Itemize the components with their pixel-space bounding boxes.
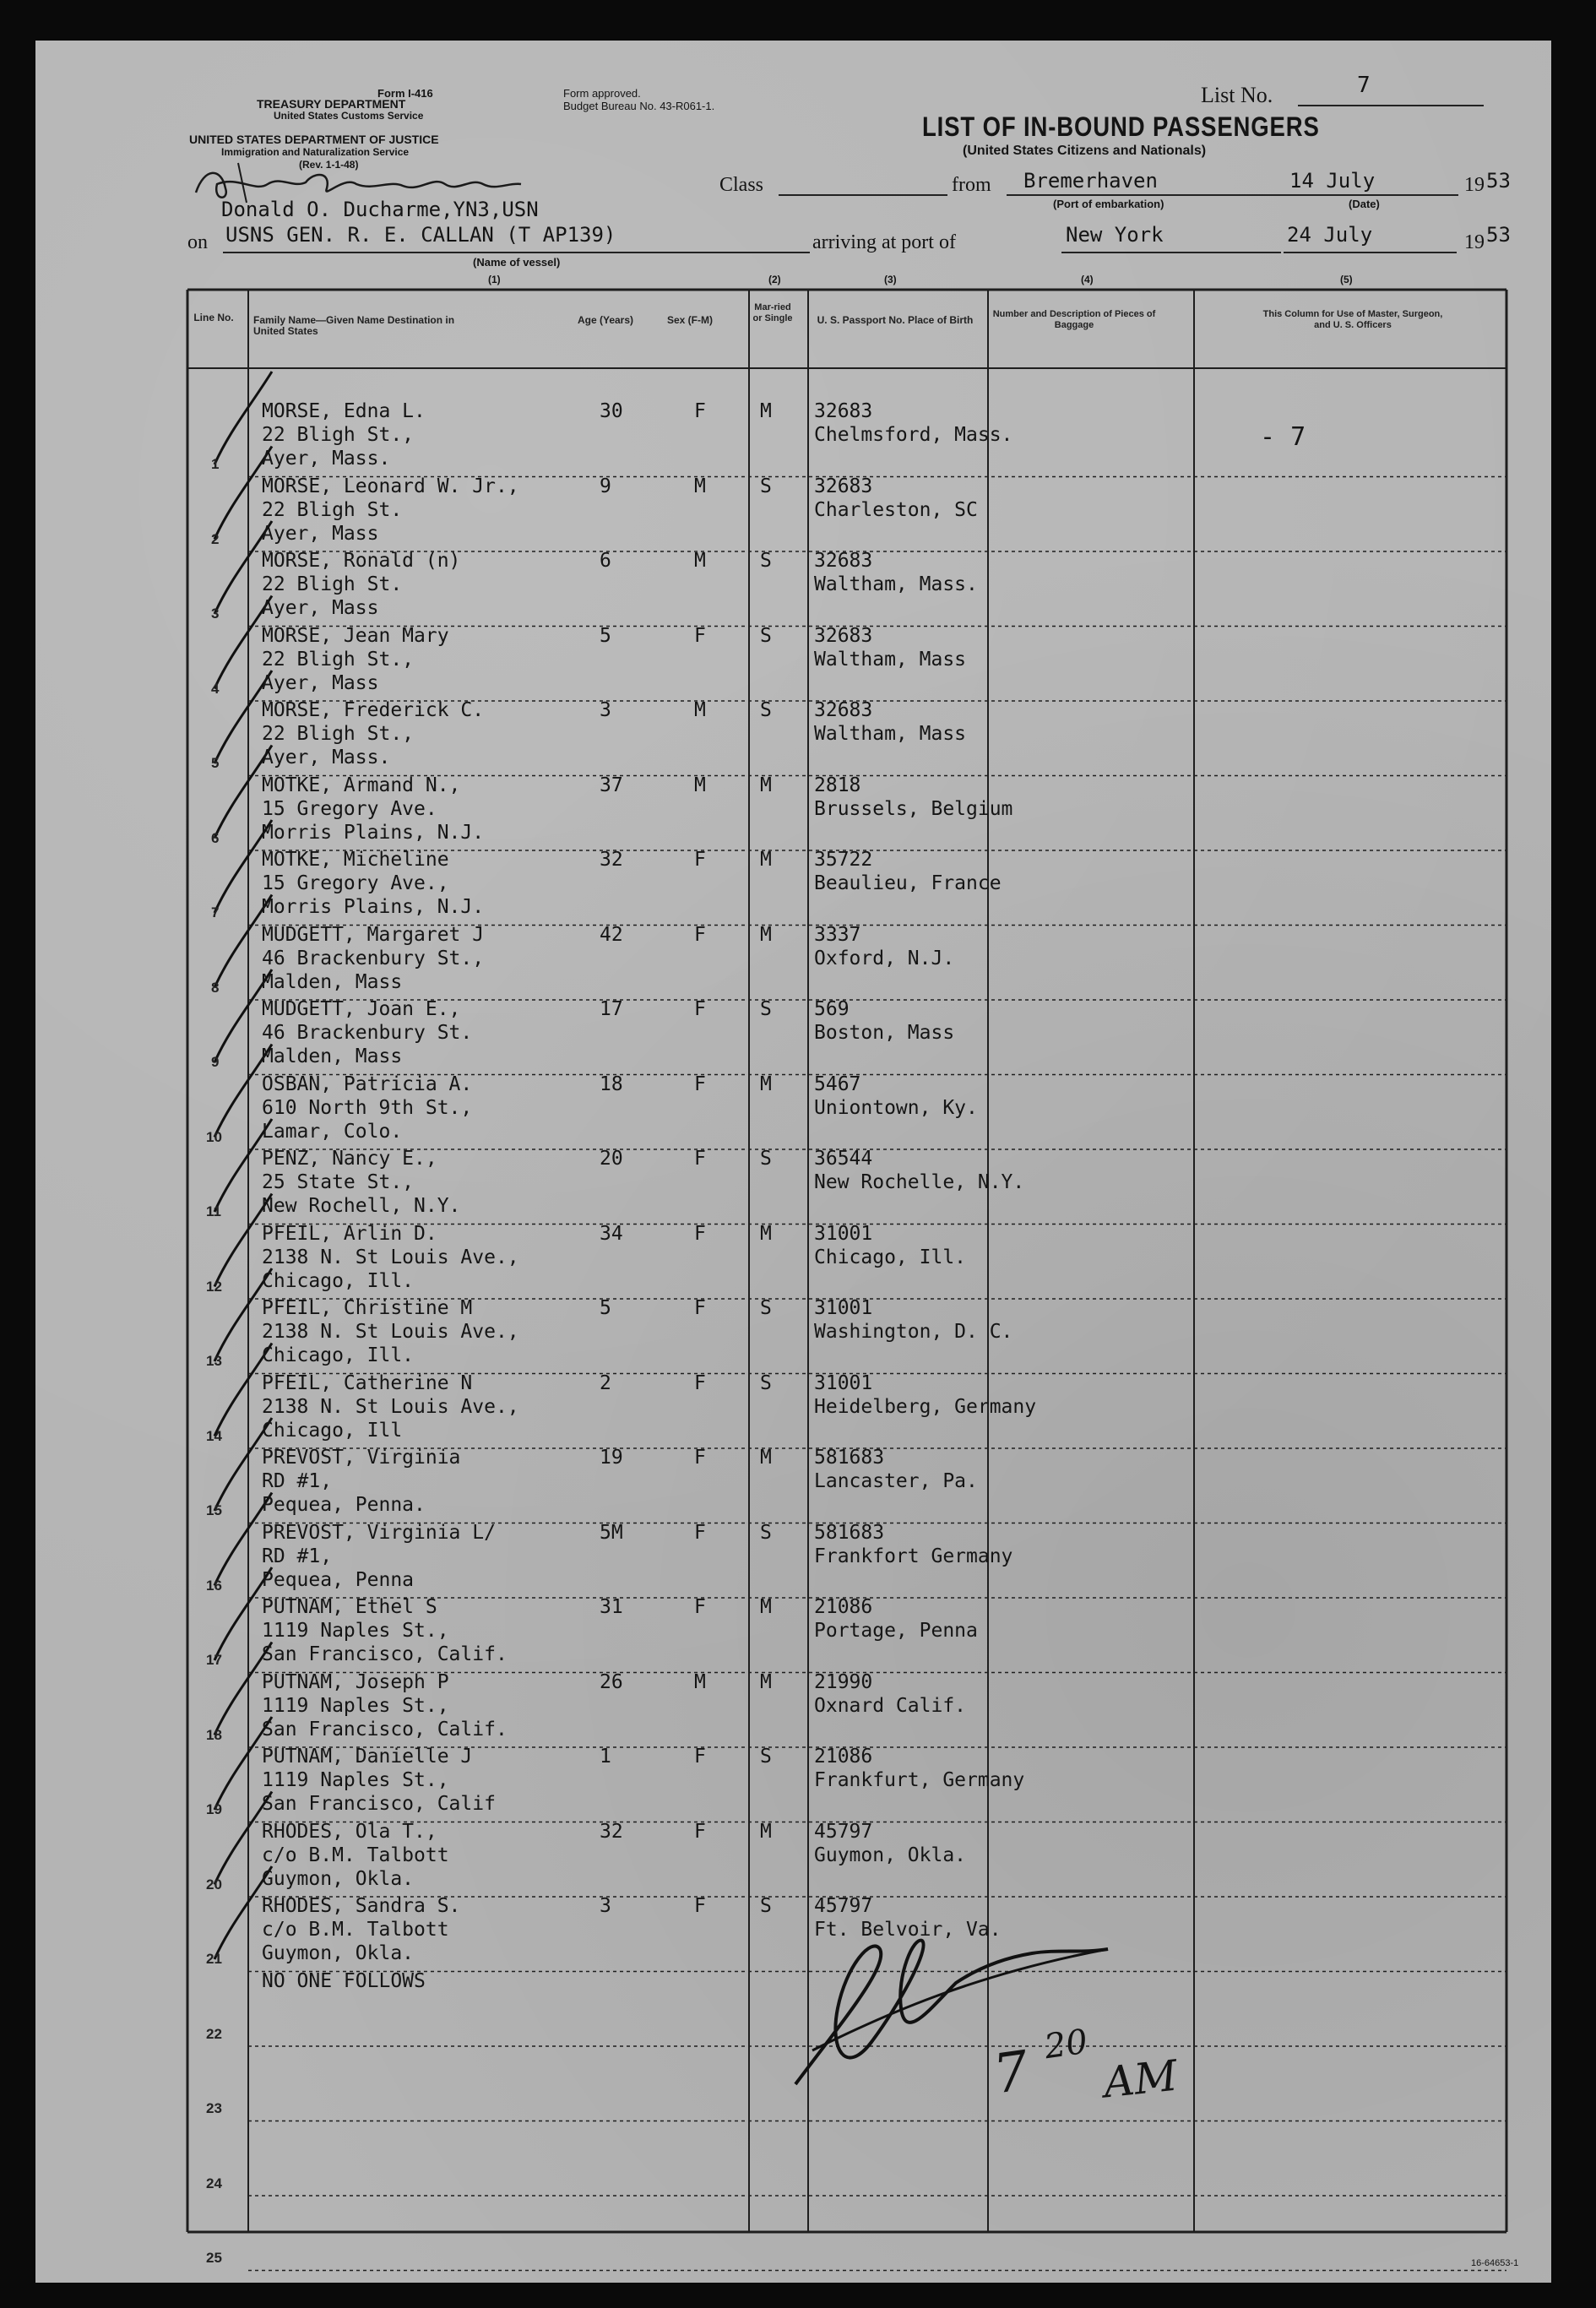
marital-status: S [760,475,772,497]
place-of-birth: Portage, Penna [814,1620,978,1642]
place-of-birth: Waltham, Mass. [814,573,978,595]
passport-number: 581683 [814,1521,885,1544]
arrival-port: New York [1066,223,1164,247]
marital-status: S [760,624,772,647]
address-line-1: 610 North 9th St., [262,1096,473,1119]
marital-status: M [760,1222,772,1245]
year-prefix-1: 19 [1464,174,1485,196]
manifest-page [35,41,1551,2283]
header-sex: Sex (F-M) [667,314,713,326]
line-number: 13 [206,1353,222,1369]
marital-status: M [760,849,772,871]
age: 2 [600,1371,611,1394]
address-line-1: 46 Brackenbury St. [262,1022,473,1044]
place-of-birth: Washington, D. C. [814,1321,1013,1343]
form-approved: Form approved. [563,87,641,100]
address-line-2: Morris Plains, N.J. [262,896,485,918]
place-of-birth: Waltham, Mass [814,648,967,671]
age: 32 [600,1820,623,1843]
address-line-2: Guymon, Okla. [262,1942,415,1964]
passenger-name: NO ONE FOLLOWS [262,1969,426,1992]
address-line-1: 25 State St., [262,1171,415,1193]
list-no-value: 7 [1357,73,1371,98]
address-line-1: 2138 N. St Louis Ave., [262,1246,519,1268]
address-line-2: Morris Plains, N.J. [262,821,485,844]
sex: F [694,1148,706,1170]
place-of-birth: Ft. Belvoir, Va. [814,1919,1002,1941]
marital-status: S [760,1297,772,1319]
age: 20 [600,1148,623,1170]
header-married: Mar-ried or Single [752,302,793,323]
address-line-1: 22 Bligh St. [262,573,403,595]
marital-status: S [760,699,772,721]
column-number: (1) [488,274,501,285]
revision: (Rev. 1-1-48) [299,159,359,171]
passport-number: 32683 [814,475,873,497]
place-of-birth: Lancaster, Pa. [814,1470,978,1492]
footer-code: 16-64653-1 [1471,2258,1519,2268]
age: 32 [600,849,623,871]
line-number: 10 [206,1128,222,1145]
age: 37 [600,774,623,796]
budget-bureau: Budget Bureau No. 43-R061-1. [563,100,715,112]
passport-number: 36544 [814,1148,873,1170]
passport-number: 21086 [814,1596,873,1618]
passenger-name: PFEIL, Catherine N [262,1371,473,1394]
passenger-name: MUDGETT, Joan E., [262,998,461,1020]
sex: F [694,923,706,946]
address-line-1: RD #1, [262,1545,333,1567]
age: 31 [600,1596,623,1618]
marital-status: S [760,1746,772,1768]
line-number: 2 [211,530,220,547]
departure-date: 14 July [1289,169,1376,193]
on-label: on [187,231,208,253]
marital-status: M [760,1596,772,1618]
address-line-1: 22 Bligh St., [262,723,415,745]
header-name: Family Name—Given Name Destination in United States [253,314,455,337]
passenger-name: MORSE, Leonard W. Jr., [262,475,519,497]
line-number: 6 [211,829,220,846]
place-of-birth: Chicago, Ill. [814,1246,967,1268]
vessel-name: USNS GEN. R. E. CALLAN (T AP139) [225,223,616,247]
departure-year: 53 [1486,169,1511,193]
time-handwritten: 7 [990,2039,1033,2107]
document-subtitle: (United States Citizens and Nationals) [963,144,1207,158]
place-of-birth: Beaulieu, France [814,872,1002,894]
age: 42 [600,923,623,946]
sex: F [694,1447,706,1469]
line-number: 3 [211,606,220,622]
address-line-1: 1119 Naples St., [262,1620,449,1642]
passenger-name: PENZ, Nancy E., [262,1148,437,1170]
line-number: 5 [211,755,220,771]
age: 5 [600,624,611,647]
place-of-birth: Uniontown, Ky. [814,1096,978,1119]
address-line-2: San Francisco, Calif. [262,1718,508,1741]
passenger-name: RHODES, Sandra S. [262,1895,461,1917]
marital-status: S [760,1148,772,1170]
line-number: 25 [206,2250,222,2266]
marital-status: S [760,550,772,572]
time-handwritten-sup: 20 [1042,2022,1090,2067]
sex: F [694,624,706,647]
place-of-birth: Frankfurt, Germany [814,1769,1025,1791]
address-line-2: San Francisco, Calif. [262,1643,508,1665]
sex: F [694,1521,706,1544]
address-line-2: Ayer, Mass [262,522,379,545]
passport-number: 45797 [814,1820,873,1843]
passenger-name: MOTKE, Micheline [262,849,449,871]
address-line-2: Ayer, Mass. [262,448,391,470]
arrival-year: 53 [1486,223,1511,247]
passport-number: 2818 [814,774,861,796]
passport-number: 32683 [814,699,873,721]
age: 3 [600,1895,611,1917]
marital-status: M [760,774,772,796]
sex: F [694,1297,706,1319]
passport-number: 569 [814,998,850,1020]
address-line-1: c/o B.M. Talbott [262,1919,449,1941]
address-line-2: Pequea, Penna [262,1568,415,1591]
line-number: 1 [211,456,220,472]
address-line-2: Chicago, Ill. [262,1344,415,1366]
line-number: 23 [206,2100,222,2116]
passport-number: 32683 [814,400,873,422]
ins-service: Immigration and Naturalization Service [221,146,410,158]
address-line-1: 22 Bligh St., [262,424,415,446]
arriving-label: arriving at port of [812,231,956,253]
place-of-birth: Oxnard Calif. [814,1694,967,1717]
address-line-2: San Francisco, Calif [262,1793,496,1815]
sex: M [694,1670,706,1693]
address-line-2: Chicago, Ill. [262,1269,415,1292]
address-line-1: 46 Brackenbury St., [262,947,485,969]
embarkation-caption: (Port of embarkation) [1053,198,1164,210]
passenger-name: OSBAN, Patricia A. [262,1073,473,1095]
passenger-name: PFEIL, Arlin D. [262,1222,437,1245]
passenger-name: MORSE, Jean Mary [262,624,449,647]
passenger-name: MORSE, Edna L. [262,400,426,422]
line-number: 8 [211,979,220,996]
address-line-1: c/o B.M. Talbott [262,1844,449,1866]
age: 6 [600,550,611,572]
passport-number: 31001 [814,1297,873,1319]
address-line-1: RD #1, [262,1470,333,1492]
line-number: 16 [206,1577,222,1594]
place-of-birth: Boston, Mass [814,1022,955,1044]
passport-number: 32683 [814,624,873,647]
form-number: Form I-416 [377,87,433,100]
column-number: (2) [768,274,781,285]
master-name: Donald O. Ducharme,YN3,USN [221,198,539,221]
line-number: 20 [206,1876,222,1893]
address-line-2: New Rochell, N.Y. [262,1195,461,1217]
passenger-name: PUTNAM, Ethel S [262,1596,437,1618]
address-line-1: 15 Gregory Ave. [262,797,437,820]
justice-dept: UNITED STATES DEPARTMENT OF JUSTICE [189,133,439,146]
line-number: 11 [206,1203,221,1219]
address-line-1: 1119 Naples St., [262,1694,449,1717]
age: 3 [600,699,611,721]
age: 26 [600,1670,623,1693]
header-age: Age (Years) [577,314,634,326]
passenger-name: PFEIL, Christine M [262,1297,473,1319]
passport-number: 31001 [814,1222,873,1245]
address-line-2: Chicago, Ill [262,1419,403,1442]
passenger-name: MOTKE, Armand N., [262,774,461,796]
address-line-2: Malden, Mass [262,1045,403,1067]
passenger-name: MUDGETT, Margaret J [262,923,485,946]
line-number: 24 [206,2175,222,2191]
age: 18 [600,1073,623,1095]
marital-status: M [760,400,772,422]
marital-status: S [760,1521,772,1544]
line-number: 17 [206,1652,222,1668]
address-line-2: Pequea, Penna. [262,1494,426,1516]
place-of-birth: Oxford, N.J. [814,947,955,969]
marital-status: M [760,1447,772,1469]
passenger-name: MORSE, Frederick C. [262,699,485,721]
age: 9 [600,475,611,497]
marital-status: M [760,1820,772,1843]
address-line-2: Ayer, Mass [262,597,379,619]
sex: F [694,400,706,422]
address-line-1: 2138 N. St Louis Ave., [262,1321,519,1343]
passenger-name: PREVOST, Virginia L/ [262,1521,496,1544]
line-number: 12 [206,1278,222,1295]
sex: F [694,849,706,871]
document-title: LIST OF IN-BOUND PASSENGERS [922,111,1320,142]
sex: F [694,1895,706,1917]
sex: F [694,1820,706,1843]
line-number: 22 [206,2025,222,2042]
header-line-no: Line No. [193,312,234,323]
customs-service: United States Customs Service [274,110,424,122]
place-of-birth: New Rochelle, N.Y. [814,1171,1025,1193]
treasury-dept: TREASURY DEPARTMENT [257,97,406,111]
sex: M [694,475,706,497]
place-of-birth: Chelmsford, Mass. [814,424,1013,446]
place-of-birth: Frankfort Germany [814,1545,1013,1567]
arrival-date: 24 July [1287,223,1373,247]
sex: F [694,1371,706,1394]
line-number: 21 [206,1951,222,1967]
place-of-birth: Heidelberg, Germany [814,1395,1037,1418]
sex: M [694,550,706,572]
address-line-1: 22 Bligh St. [262,498,403,521]
marital-status: S [760,1895,772,1917]
place-of-birth: Brussels, Belgium [814,797,1013,820]
passenger-name: PUTNAM, Joseph P [262,1670,449,1693]
marital-status: M [760,1670,772,1693]
header-baggage: Number and Description of Pieces of Baggage [992,309,1156,330]
year-prefix-2: 19 [1464,231,1485,253]
address-line-2: Lamar, Colo. [262,1120,403,1143]
officer-note: - 7 [1260,422,1306,452]
passport-number: 581683 [814,1447,885,1469]
vessel-caption: (Name of vessel) [473,256,561,269]
line-number: 14 [206,1427,222,1444]
line-number: 18 [206,1726,222,1743]
list-no-label: List No. [1201,83,1273,107]
age: 5M [600,1521,623,1544]
passenger-name: PUTNAM, Danielle J [262,1746,473,1768]
place-of-birth: Charleston, SC [814,498,978,521]
header-passport: U. S. Passport No. Place of Birth [817,314,974,326]
passport-number: 31001 [814,1371,873,1394]
line-number: 15 [206,1502,222,1518]
address-line-2: Ayer, Mass [262,671,379,694]
sex: F [694,1596,706,1618]
from-label: from [952,174,991,196]
passport-number: 32683 [814,550,873,572]
passport-number: 45797 [814,1895,873,1917]
passport-number: 21990 [814,1670,873,1693]
address-line-1: 1119 Naples St., [262,1769,449,1791]
age: 30 [600,400,623,422]
date-caption: (Date) [1349,198,1380,210]
line-number: 4 [211,680,220,697]
address-line-1: 22 Bligh St., [262,648,415,671]
marital-status: S [760,998,772,1020]
sex: F [694,1222,706,1245]
column-number: (5) [1340,274,1353,285]
sex: F [694,1073,706,1095]
address-line-2: Guymon, Okla. [262,1867,415,1890]
sex: M [694,774,706,796]
class-label: Class [719,174,764,196]
embarkation-port: Bremerhaven [1023,169,1158,193]
passenger-name: RHODES, Ola T., [262,1820,437,1843]
passenger-name: MORSE, Ronald (n) [262,550,461,572]
age: 17 [600,998,623,1020]
marital-status: S [760,1371,772,1394]
age: 1 [600,1746,611,1768]
sex: M [694,699,706,721]
marital-status: M [760,1073,772,1095]
address-line-1: 2138 N. St Louis Ave., [262,1395,519,1418]
address-line-2: Malden, Mass [262,970,403,993]
passport-number: 3337 [814,923,861,946]
passport-number: 21086 [814,1746,873,1768]
line-number: 9 [211,1054,220,1070]
header-officers: This Column for Use of Master, Surgeon, and U. S. Officers [1262,309,1443,330]
age: 34 [600,1222,623,1245]
time-am-handwritten: AM [1101,2050,1181,2108]
marital-status: M [760,923,772,946]
address-line-2: Ayer, Mass. [262,747,391,768]
column-number: (3) [884,274,897,285]
sex: F [694,998,706,1020]
column-number: (4) [1081,274,1094,285]
age: 19 [600,1447,623,1469]
age: 5 [600,1297,611,1319]
passenger-name: PREVOST, Virginia [262,1447,461,1469]
place-of-birth: Guymon, Okla. [814,1844,967,1866]
line-number: 19 [206,1801,222,1817]
place-of-birth: Waltham, Mass [814,723,967,745]
passport-number: 35722 [814,849,873,871]
address-line-1: 15 Gregory Ave., [262,872,449,894]
line-number: 7 [211,904,220,920]
sex: F [694,1746,706,1768]
passport-number: 5467 [814,1073,861,1095]
